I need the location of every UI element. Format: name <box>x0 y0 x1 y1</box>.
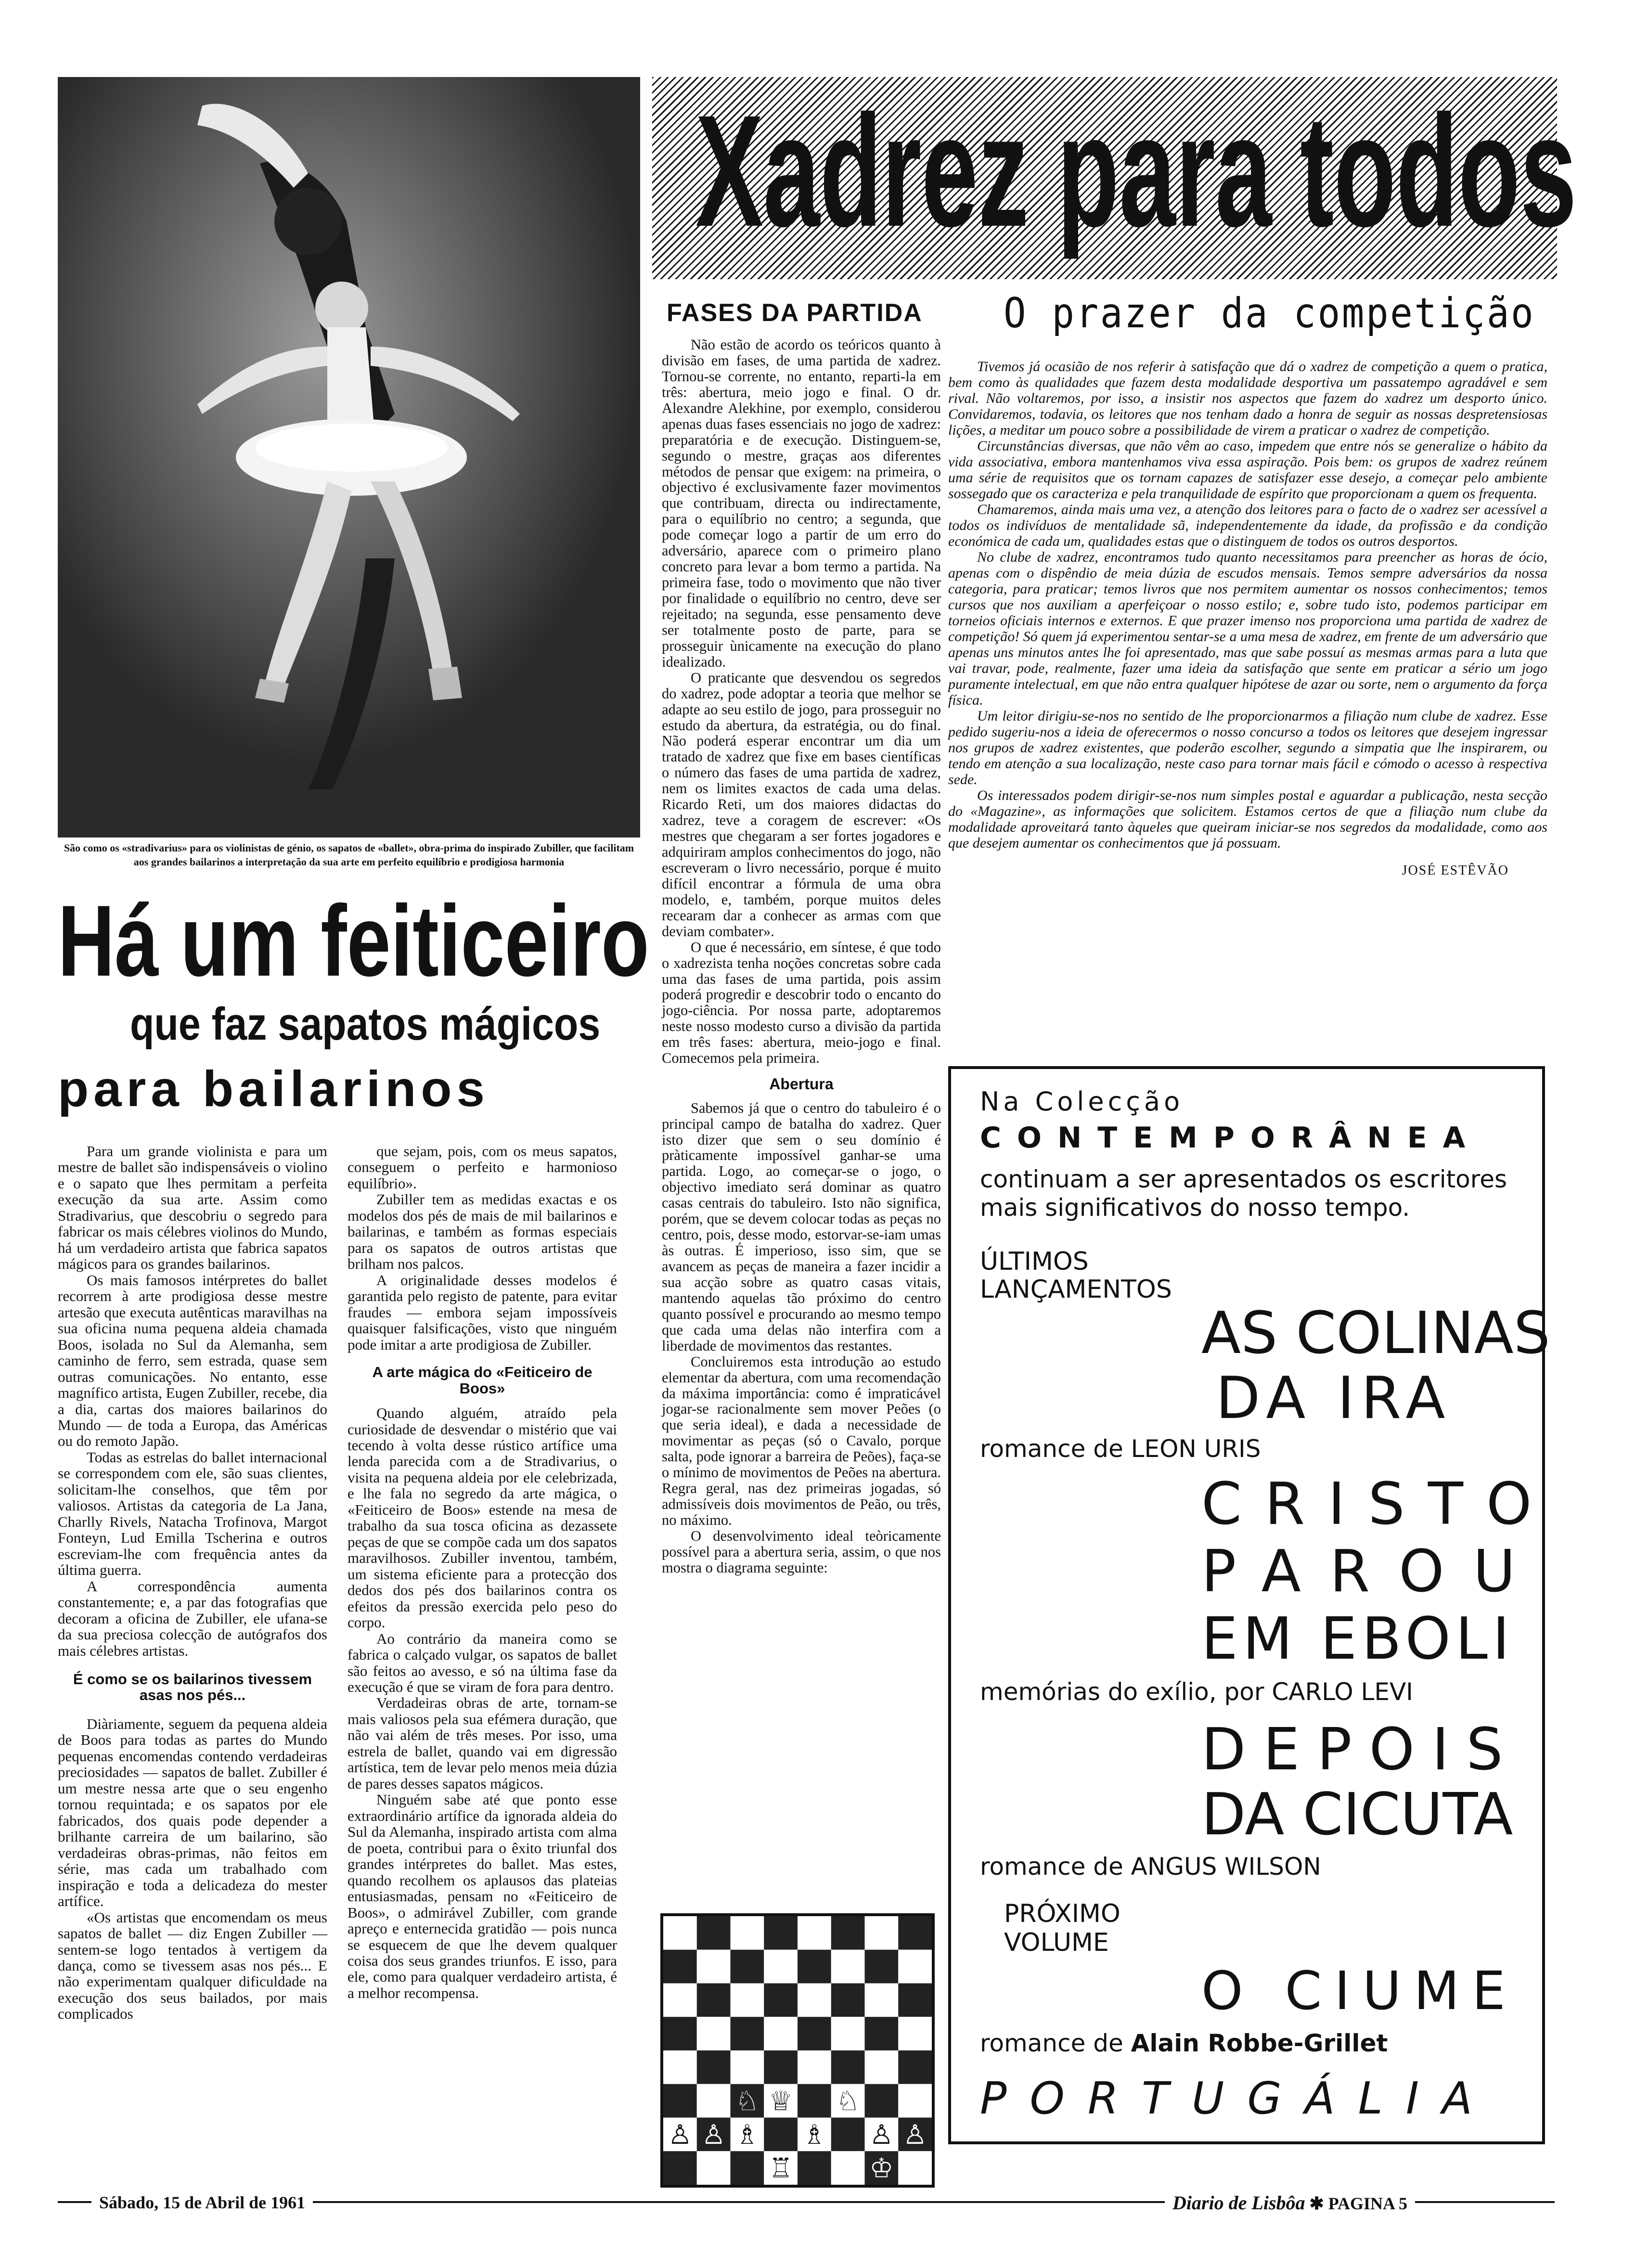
paragraph: Zubiller tem as medidas exactas e os modelos dos pés de mais de mil bailarinos e bailarinas, e também as formas especiais para os sapatos de outros artistas que brilham nos palcos. <box>348 1191 617 1273</box>
chess-piece: ♗ <box>735 2119 760 2151</box>
chess-square <box>898 2017 932 2050</box>
paragraph: Todas as estrelas do ballet internacional se correspondem com ele, são suas clientes, solicitam-lhe conselhos, que têm por valiosos. Artistas da categoria de La Jana, Charlly Rivels, Natacha Trofinova, Margot Fonteyn, Lud Emilla Tscherina e outros escreviam-lhe com frequência antes da última guerra. <box>58 1448 327 1579</box>
chess-square <box>663 2017 697 2050</box>
chess-square <box>697 1916 731 1950</box>
chess-square <box>764 1984 798 2017</box>
article-subhead-1: que faz sapatos mágicos <box>130 998 601 1050</box>
chess-square <box>865 1950 899 1984</box>
chess-square <box>798 2084 831 2118</box>
chess-square <box>831 2017 865 2050</box>
chess-square <box>798 1916 831 1950</box>
chess-square <box>697 2084 731 2118</box>
ad-publisher: PORTUGÁLIA <box>980 2073 1495 2124</box>
chess-piece: ♗ <box>802 2119 826 2151</box>
chess-square <box>865 1916 899 1950</box>
chess-square <box>798 2050 831 2084</box>
chess-square <box>898 2050 932 2084</box>
paragraph: O que é necessário, em síntese, é que todo o xadrezista tenha noções concretas sobre cada uma das fases de uma partida, pois assim poderá progredir e descobrir todo o encanto do jogo-ciência. Por nossa parte, adoptaremos neste nosso modesto curso a divisão da partida em três fases: abertura, meio-jogo e final. Comecemos pela primeira. <box>662 939 941 1067</box>
ad-proximo: PRÓXIMO <box>1004 1899 1120 1928</box>
paragraph: O praticante que desvendou os segredos do xadrez, pode adoptar a teoria que melhor se adapte ao seu estilo de jogo, para prosseguir no estudo da abertura, da estratégia, ou do final. Não poderá esperar encontrar um dia um tratado de xadrez que fixe em bases científicas o número das fases de uma partida de xadrez, nem os limites exactos de cada uma delas. Ricardo Reti, um dos maiores didactas do xadrez, teve a coragem de escrever: «Os mestres que chegaram a ser fortes jogadores e adquiriram amplos conhecimentos do jogo, não escreveram o livro necessário, porque é muito difícil encontrar a fórmula de uma obra modelo, e, também, porque muitos deles recearam dar a conhecer as armas com que deviam combater». <box>662 669 941 940</box>
paragraph: Para um grande violinista e para um mestre de ballet são indispensáveis o violino e o sapato que lhes permitam a perfeita execução da sua arte. Assim como Stradivarius, que descobriu o segredo para fabricar os mais célebres violinos do Mundo, há um verdadeiro artista que fabrica sapatos mágicos para os grandes bailarinos. <box>58 1143 327 1273</box>
article-subhead-2: para bailarinos <box>58 1061 489 1117</box>
chess-square <box>831 1950 865 1984</box>
paragraph: Circunstâncias diversas, que não vêm ao caso, impedem que entre nós se generalize o hábito da vida associativa, embora mantenhamos viva essa aspiração. Pois bem: os grupos de xadrez reúnem uma série de requisitos que os tornam capazes de satisfazer esse desejo, a começar pelo ambiente sossegado que os caracteriza e pela tranquilidade de espírito que proporcionam a quem os frequenta. <box>948 438 1547 502</box>
ad-author1: romance de LEON URIS <box>980 1435 1261 1463</box>
paragraph: Chamaremos, ainda mais uma vez, a atenção dos leitores para o facto de o xadrez ser acessível a todos os indivíduos de mentalidade sã, independentemente da idade, da profissão e da condição económica de cada um, qualidades estas que o distinguem de todos os outros desportos. <box>948 502 1547 549</box>
chess-square <box>663 2084 697 2118</box>
chess-square <box>764 1950 798 1984</box>
footer-date: Sábado, 15 de Abril de 1961 <box>91 2192 313 2213</box>
chess-square <box>865 2084 899 2118</box>
footer-page-number: PAGINA 5 <box>1328 2194 1408 2213</box>
ad-author4-prefix: romance de <box>980 2029 1123 2057</box>
chess-square <box>663 1984 697 2017</box>
paragraph: O desenvolvimento ideal teòricamente possível para a abertura seria, assim, o que nos mostra o diagrama seguinte: <box>662 1527 941 1576</box>
ad-book3-line-a: DEPOIS <box>1201 1716 1520 1783</box>
chess-square <box>731 2017 764 2050</box>
paragraph: «Os artistas que encomendam os meus sapatos de ballet — diz Engen Zubiller — sentem-se logo tentados à vertigem da dança, como se tivessem asas nos pés... E não experimentam qualquer dificuldade na execução dos seus bailados, por mais complicados <box>58 1908 327 2023</box>
chess-square <box>831 2118 865 2152</box>
abertura-heading: Abertura <box>769 1075 834 1093</box>
chess-square <box>898 1984 932 2017</box>
chess-piece: ♙ <box>701 2119 726 2151</box>
chess-square <box>697 2050 731 2084</box>
chess-square <box>764 2118 798 2152</box>
chess-square <box>898 2084 932 2118</box>
chess-board <box>663 1916 932 2185</box>
paragraph: que sejam, pois, com os meus sapatos, conseguem o perfeito e harmonioso equilíbrio». <box>348 1143 617 1192</box>
paragraph: Diàriamente, seguem da pequena aldeia de Boos para todas as partes do Mundo pequenas encomendas contendo verdadeiras preciosidades — sapatos de ballet. Zubiller é um mestre nessa arte que o seu engenho tornou requintada; e os sapatos por ele fabricados, dos quais pode depender a brilhante carreira de um bailarino, são verdadeiras obras-primas, não feitos em série, mas cada um trabalhado com inspiração e toda a delicadeza do mester artífice. <box>58 1715 327 1910</box>
fases-column <box>662 337 941 1576</box>
chess-square <box>831 1916 865 1950</box>
chess-square <box>831 1984 865 2017</box>
fases-heading: FASES DA PARTIDA <box>667 299 923 327</box>
chess-square <box>663 2151 697 2185</box>
xadrez-banner <box>652 77 1577 279</box>
paragraph: Ao contrário da maneira como se fabrica o calçado vulgar, os sapatos de ballet são feitos ao avesso, e só na última fase da execução é que se viram de fora para dentro. <box>348 1630 617 1695</box>
paragraph: Quando alguém, atraído pela curiosidade de desvendar o mistério que vai tecendo à volta desse rústico artífice uma lenda parecida com a de Stradivarius, o visita na pequena aldeia por ele celebrizada, e lhe fala no segredo da arte mágica, o «Feiticeiro de Boos» estende na mesa de trabalho da sua tosca oficina as dezassete peças de que se compõe cada um dos sapatos maravilhosos. Zubiller inventou, também, um sistema eficiente para a protecção dos dedos dos pés dos bailarinos contra os efeitos da pressão exercida pelo peso do corpo. <box>348 1405 617 1631</box>
article-headline: Há um feiticeiro <box>58 884 649 997</box>
paragraph: Os mais famosos intérpretes do ballet recorrem à arte prodigiosa desse mestre artesão que executa autênticas maravilhas na sua oficina numa pequena aldeia chamada Boos, isolada no Sul da Alemanha, sem caminho de ferro, sem estrada, quase sem outras comunicações. No entanto, esse magnífico artista, Eugen Zubiller, recebe, dia a dia, cartas dos maiores bailarinos do Mundo — de toda a Europa, das Américas ou do remoto Japão. <box>58 1271 327 1450</box>
footer-star-icon: ✱ <box>1309 2194 1328 2213</box>
footer-newspaper-name: Diario de Lisbôa <box>1172 2192 1305 2214</box>
paragraph: No clube de xadrez, encontramos tudo quanto necessitamos para preencher as horas de ócio, apenas com o dispêndio de meia dúzia de escudos mensais. Temos sempre adversários da nossa categoria, para praticar; temos livros que nos permitem aumentar os nossos conhecimentos; temos cursos que nos auxiliam a aperfeiçoar o nosso estilo; e, sobre tudo isto, podemos participar em torneios oficiais internos e externos. E que prazer imenso nos proporciona uma partida de xadrez de competição! Só quem já experimentou sentar-se a uma mesa de xadrez, em frente de um adversário que apenas uns minutos antes lhe foi apresentado, mas que sabe possuí as mesmas armas para a luta que vai travar, pode, realmente, fazer uma ideia da satisfação que sente em praticar a sério um jogo puramente intelectual, em que não entra qualquer hipótese de azar ou sorte, nem o argumento da força física. <box>948 549 1547 708</box>
chess-piece: ♔ <box>869 2152 894 2184</box>
paragraph: Concluiremos esta introdução ao estudo elementar da abertura, com uma recomendação da máxima importância: como é impraticável jogar-se racionalmente sem mover Peões (o que seria ideal), e dada a necessidade de movimentar as peças (só o Cavalo, porque salta, pode ignorar a barreira de Peões), faça-se o mínimo de movimentos de Peões na abertura. Regra geral, nas dez primeiras jogadas, só admissíveis dois movimentos de Peão, ou três, no máximo. <box>662 1353 941 1529</box>
chess-square <box>865 2050 899 2084</box>
photo-caption: São como os «stradivarius» para os violinistas de génio, os sapatos de «ballet», obra-prima do inspirado Zubiller, que facilitam aos grandes bailarinos a interpretação da sua arte em perfeito equilíbrio e prodigiosa harmonia <box>64 842 634 868</box>
chess-square <box>663 1916 697 1950</box>
chess-square <box>898 1950 932 1984</box>
chess-piece: ♙ <box>869 2119 894 2151</box>
prazer-column <box>948 359 1547 878</box>
paragraph: Não estão de acordo os teóricos quanto à divisão em fases, de uma partida de xadrez. Tornou-se corrente, no entanto, reparti-la em três: abertura, meio jogo e final. O dr. Alexandre Alekhine, por exemplo, considerou apenas duas fases essenciais no jogo de xadrez: preparatória e de execução. Distinguem-se, segundo o mestre, graças aos diferentes métodos de pensar que exigem: na primeira, o objectivo é exclusivamente fazer movimentos que contribuam, directa ou indirectamente, para o equilíbrio no centro; a segunda, que pode começar logo a partir de um erro do adversário, aparece com o primeiro plano concreto para levar a bom termo a partida. Na primeira fase, todo o movimento que não tiver por finalidade o equilíbrio no centro, deve ser rejeitado; na segunda, esse pensamento deve ser totalmente posto de parte, para se prosseguir ùnicamente na execução do plano idealizado. <box>662 336 941 670</box>
chess-square <box>764 2050 798 2084</box>
chess-square <box>898 2151 932 2185</box>
chess-square <box>865 1984 899 2017</box>
chess-square <box>831 2151 865 2185</box>
ad-lancamentos: LANÇAMENTOS <box>980 1275 1172 1304</box>
paragraph: Um leitor dirigiu-se-nos no sentido de lhe proporcionarmos a filiação num clube de xadrez. Esse pedido sugeriu-nos a ideia de oferecermos o nosso concurso a todos os leitores que desejem ingressar nos grupos de xadrez existentes, que poderão escolher, segundo a simpatia que lhe inspirarem, ou tendo em atenção a sua localização, neste caso para tornar mais fácil e cómodo o acesso à respectiva sede. <box>948 708 1547 787</box>
paragraph: A correspondência aumenta constantemente; e, a par das fotografias que decoram a oficina de Zubiller, ele ufana-se da sua preciosa colecção de autógrafos dos mais célebres artistas. <box>58 1577 327 1659</box>
ad-intro: continuam a ser apresentados os escritores mais significativos do nosso tempo. <box>980 1165 1507 1222</box>
chess-square <box>731 1950 764 1984</box>
chess-square <box>798 2151 831 2185</box>
chess-square <box>731 2050 764 2084</box>
chess-square <box>898 1916 932 1950</box>
chess-square <box>663 1950 697 1984</box>
ad-author4 <box>980 2029 1388 2057</box>
chess-piece: ♘ <box>735 2086 760 2117</box>
ad-book1-title-b: DA IRA <box>1216 1365 1452 1432</box>
footer-page-info <box>1165 2191 1415 2214</box>
ad-book2-line-a: CRISTO <box>1201 1471 1555 1538</box>
ad-book3-line-b: DA CICUTA <box>1201 1781 1513 1848</box>
chess-square <box>731 2151 764 2185</box>
paragraph: A originalidade desses modelos é garantida pelo registo de patente, para evitar fraudes — embora sejam impossíveis quaisquer falsificações, visto que ninguém pode imitar a arte prodigiosa de Zubiller. <box>348 1271 617 1353</box>
chess-diagram <box>660 1913 935 2188</box>
chess-square <box>731 1984 764 2017</box>
ad-book4-title: O CIUME <box>1201 1960 1518 2022</box>
chess-square <box>764 1916 798 1950</box>
paragraph: Verdadeiras obras de arte, tornam-se mais valiosos pela sua efémera duração, que não vai além de três meses. Por isso, uma estrela de ballet, quando vai em digressão artística, tem de levar pelo menos meia dúzia de pares desses sapatos mágicos. <box>348 1694 617 1792</box>
ballet-dancers-illustration <box>58 77 640 838</box>
chess-square <box>798 1984 831 2017</box>
chess-square <box>663 2050 697 2084</box>
paragraph: Os interessados podem dirigir-se-nos num simples postal e aguardar a publicação, nesta secção do «Magazine», as informações que solicitem. Estamos certos de que a filiação num clube da modalidade aproveitará tanto àqueles que queiram iniciar-se nos segredos da modalidade, como aos que desejem aumentar os conhecimentos que já possuam. <box>948 787 1547 851</box>
xadrez-title: Xadrez para todos <box>695 82 1577 259</box>
article-column-2 <box>348 1143 617 2001</box>
section-subheading: É como se os bailarinos tivessem asas nos pés... <box>73 1671 312 1704</box>
paragraph: Tivemos já ocasião de nos referir à satisfação que dá o xadrez de competição a quem o pratica, bem como às qualidades que fazem desta modalidade desportiva um passatempo agradável e sem rival. Não voltaremos, por isso, a insistir nos aspectos que fazem do xadrez um desporto único. Convidaremos, todavia, os leitores que nos tenham dado a honra de seguir as nossas despretensiosas lições, a meditar um pouco sobre a possibilidade de virem a praticar o xadrez de competição. <box>948 359 1547 438</box>
chess-square <box>697 2151 731 2185</box>
chess-piece: ♖ <box>769 2152 793 2184</box>
chess-piece: ♕ <box>769 2086 793 2117</box>
chess-square <box>798 1950 831 1984</box>
prazer-heading: O prazer da competição <box>1004 289 1535 337</box>
portugalia-advertisement <box>948 1066 1555 2144</box>
paragraph: Sabemos já que o centro do tabuleiro é o principal campo de batalha do xadrez. Quer isto dizer que sem o seu domínio é pràticamente impossível ganhar-se uma partida. Logo, ao começar-se o jogo, o objectivo imediato será dominar as quatro casas centrais do tabuleiro. Isto não significa, porém, que se devem colocar todas as peças no centro, pois, desse modo, estorvar-se-iam umas às outras. É imperioso, isso sim, que se avancem as peças de maneira a fazer incidir a sua acção sobre as quatro casas vitais, mantendo aquelas tão próximo do centro quanto possível e procurando ao mesmo tempo que cada uma delas não interfira com a liberdade de movimentos das restantes. <box>662 1099 941 1354</box>
ad-book2-line-c: EM EBOLI <box>1201 1606 1515 1673</box>
article-column-1 <box>58 1143 327 2022</box>
chess-square <box>731 1916 764 1950</box>
author-signature: JOSÉ ESTÊVÃO <box>1402 863 1509 878</box>
ad-collection-line: Na Colecção <box>980 1086 1184 1117</box>
chess-square <box>764 2017 798 2050</box>
paragraph: Ninguém sabe até que ponto esse extraordinário artífice da ignorada aldeia do Sul da Alemanha, inspirado artista com alma de poeta, contribui para o êxito triunfal dos grandes intérpretes do ballet. Mas estes, quando recolhem os aplausos das plateias entusiasmadas, pensam no «Feiticeiro de Boos», o admirável Zubiller, com grande apreço e enternecida gratidão — pois nunca se esquecem de que lhe devem qualquer coisa dos seus grandes triunfos. E isso, para ele, como para qualquer verdadeiro artista, é a melhor recompensa. <box>348 1791 617 2001</box>
chess-square <box>697 1950 731 1984</box>
ad-author4-name: Alain Robbe-Grillet <box>1131 2029 1388 2057</box>
chess-square <box>831 2050 865 2084</box>
ad-author2: memórias do exílio, por CARLO LEVI <box>980 1678 1413 1706</box>
chess-square <box>697 2017 731 2050</box>
ad-author3: romance de ANGUS WILSON <box>980 1853 1321 1881</box>
ad-book2-line-b: PAROU <box>1201 1538 1545 1605</box>
ad-ultimos: ÚLTIMOS <box>980 1247 1089 1276</box>
ad-collection-name: CONTEMPORÂNEA <box>980 1121 1481 1155</box>
chess-piece: ♙ <box>903 2119 927 2151</box>
ad-volume: VOLUME <box>1004 1928 1109 1957</box>
chess-piece: ♘ <box>836 2086 860 2117</box>
chess-square <box>697 1984 731 2017</box>
chess-piece: ♙ <box>668 2119 692 2151</box>
chess-square <box>865 2017 899 2050</box>
ad-book1-title-a: AS COLINAS <box>1201 1300 1550 1367</box>
chess-square <box>798 2017 831 2050</box>
ballet-photo <box>58 77 640 838</box>
section-subheading: A arte mágica do «Feiticeiro de Boos» <box>372 1364 592 1397</box>
